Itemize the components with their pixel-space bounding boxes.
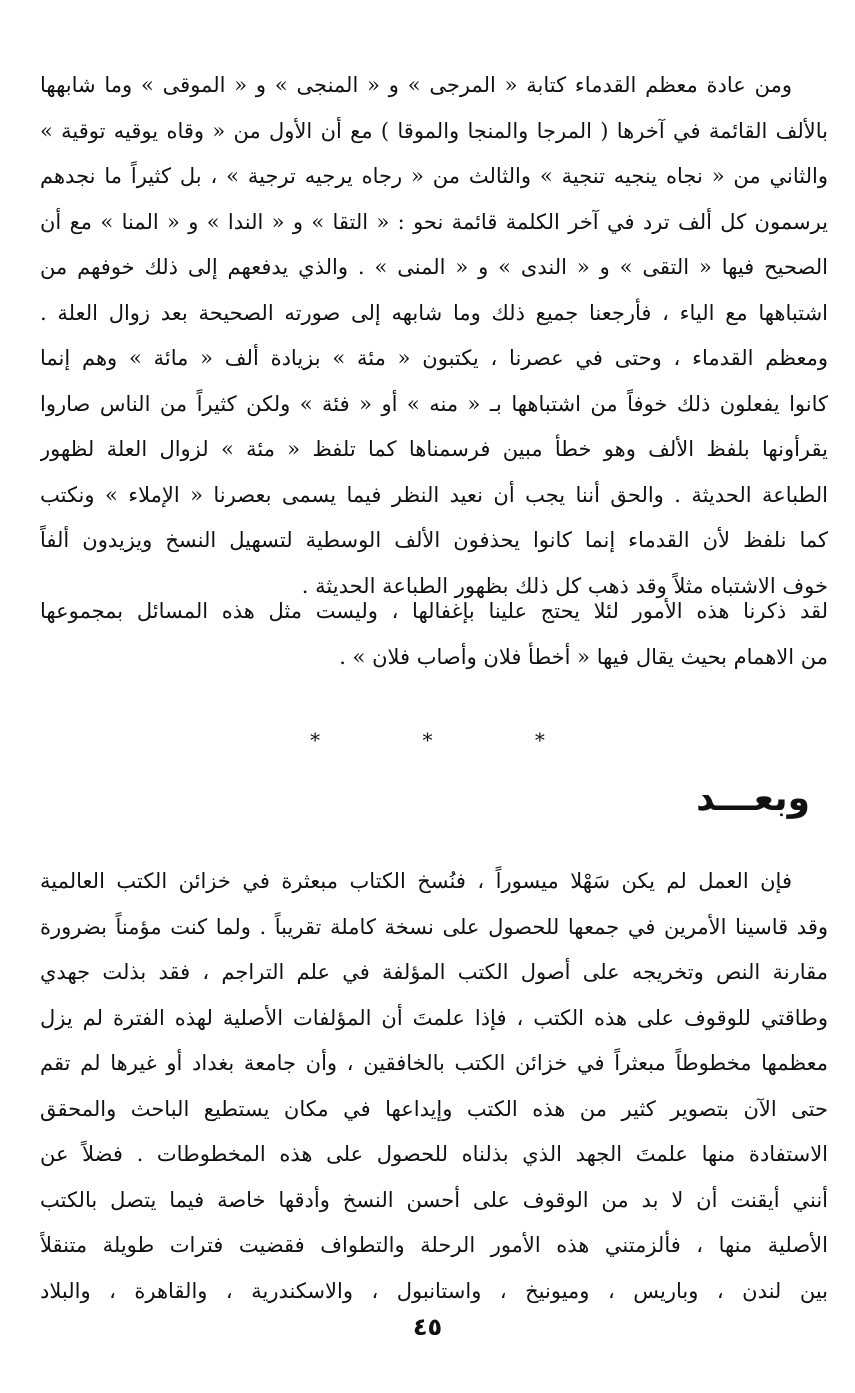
text-line: بالألف القائمة في آخرها ( المرجا والمنجا والموقا ) مع أن الأول من « وقاه يوقيه توقية » [40, 118, 828, 143]
paragraph-manuscripts [40, 859, 828, 1314]
text-line: لقد ذكرنا هذه الأمور لئلا يحتج علينا بإغفالها ، وليست مثل هذه المسائل بمجموعها [40, 599, 828, 623]
text-line: معظمها مخطوطاً مبعثراً في خزائن الكتب بالخافقين ، وأن جامعة بغداد أو غيرها لم تقم [40, 1051, 828, 1075]
text-line: وطاقتي للوقوف على هذه الكتب ، فإذا علمتَ أن المؤلفات الأصلية لهذه الفترة لم يزل [40, 1005, 828, 1030]
text-line: مقارنة النص وتخريجه على أصول الكتب المؤلفة في علم التراجم ، فقد بذلت جهدي [40, 960, 828, 984]
text-line: اشتباهها مع الياء ، فأرجعنا جميع ذلك وما شابهه إلى صورته الصحيحة بعد زوال العلة . [40, 300, 828, 325]
text-line: يرسمون كل ألف ترد في آخر الكلمة قائمة نحو : « التقا » و « الندا » و « المنا » مع أن [40, 209, 828, 234]
page-number: ٤٥ [412, 1313, 443, 1341]
text-line: من الاهمام بحيث يقال فيها « أخطأ فلان وأصاب فلان » . [339, 644, 828, 669]
text-line: ومن عادة معظم القدماء كتابة « المرجى » و « المنجى » و « الموقى » وما شابهها [40, 73, 792, 97]
text-line: خوف الاشتباه مثلاً وقد ذهب كل ذلك بظهور الطباعة الحديثة . [301, 573, 828, 598]
text-line: الأصلية منها ، فألزمتني هذه الأمور الرحلة والتطواف فقضيت فترات طويلة متنقلاً [40, 1233, 828, 1257]
text-line: أنني أيقنت أن لا بد من الوقوف على أحسن النسخ وأدقها خاصة فيما يتصل بالكتب [40, 1187, 828, 1212]
text-line: الطباعة الحديثة . والحق أننا يجب أن نعيد النظر فيما يسمى بعصرنا « الإملاء » ونكتب [40, 482, 828, 507]
text-line: حتى الآن بتصوير كثير من هذه الكتب وإيداعها في مكان يستطيع الباحث والمحقق [40, 1096, 828, 1121]
text-line: ومعظم القدماء ، وحتى في عصرنا ، يكتبون « مئة » بزيادة ألف « مائة » وهم إنما [40, 346, 828, 370]
text-line: كما نلفظ لأن القدماء إنما كانوا يحذفون الألف الوسطية لتسهيل النسخ ويزيدون ألفاً [40, 528, 828, 552]
text-line: فإن العمل لم يكن سَهْلا ميسوراً ، فنُسخ الكتاب مبعثرة في خزائن الكتب العالمية [40, 869, 792, 893]
text-line: بين لندن ، وباريس ، وميونيخ ، واستانبول ، والاسكندرية ، والقاهرة ، والبلاد [40, 1278, 828, 1303]
section-heading: وبعـــد [696, 778, 810, 819]
text-line: الاستفادة منها علمتَ الجهد الذي بذلناه للحصول على هذه المخطوطات . فضلاً عن [40, 1142, 828, 1166]
text-line: يقرأونها بلفظ الألف وهو خطأ مبين فرسمناها كما تلفظ « مئة » لزوال العلة لظهور [40, 437, 828, 461]
text-line: وقد قاسينا الأمرين في جمعها للحصول على نسخة كاملة تقريباً . ولما كنت مؤمناً بضرورة [40, 914, 828, 939]
text-line: والثاني من « نجاه ينجيه تنجية » والثالث من « رجاه يرجيه ترجية » ، بل كثيراً ما نجدهم [40, 164, 828, 188]
paragraph-orthography [40, 63, 828, 609]
text-line: الصحيح فيها « التقى » و « الندى » و « المنى » . والذي يدفعهم إلى ذلك خوفهم من [40, 255, 828, 279]
paragraph-note [40, 589, 828, 680]
section-separator: * * * [310, 728, 593, 752]
text-line: كانوا يفعلون ذلك خوفاً من اشتباهها بـ « منه » أو « فئة » ولكن كثيراً من الناس صاروا [40, 391, 828, 416]
